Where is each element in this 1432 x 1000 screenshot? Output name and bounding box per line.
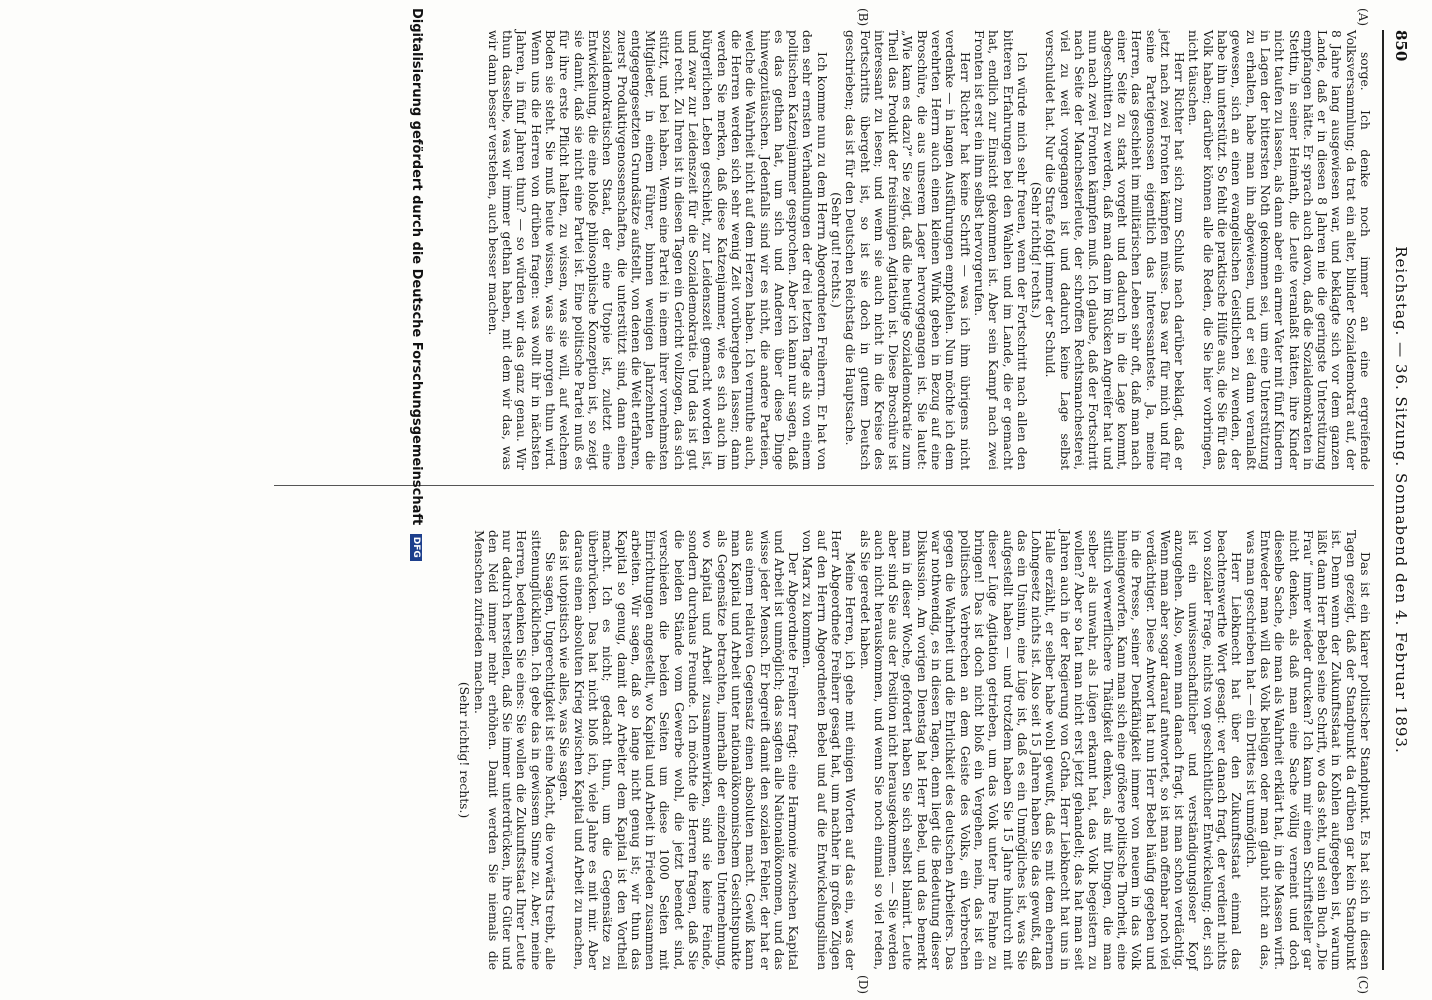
paragraph: Herr Richter hat keine Schrift — was ich ihm übrigens nicht verdenke — in langen Ausführungen empfohlen. Nun möchte ich dem verehrten Herrn auch einen kleinen Wink geben in Bezug auf eine Broschüre, die aus unserem Lager hervorgegangen ist. Sie lautet: „Wie kam es dazu?“ Sie zeigt, daß die heutige Sozialdemokratie zum Theil das Produkt der freisinnigen Agitation ist. Diese Broschüre ist interessant zu lesen; und wenn sie auch nicht in die Kreise des Fortschritts übergeht ist, so ist sie doch in gutem Deutsch geschrieben; das ist für den Deutschen Reichstag die Hauptsache.: [843, 30, 972, 470]
header-rule: [1382, 30, 1384, 970]
running-head: Reichstag. — 36. Sitzung. Sonnabend den 4. Februar 1893.: [1392, 246, 1410, 754]
paragraph: (Sehr richtig! rechts.): [1029, 181, 1044, 319]
page-header: [1386, 30, 1410, 970]
paragraph: Meine Herren, ich gehe mit einigen Worten auf das ein, was der Herr Abgeordnete Freiherr gesagt hat, um nachher in großen Zügen auf den Herrn Abgeordneten Bebel und auf die Entwickelungslinien von Marx zu kommen.: [800, 530, 858, 970]
paragraph: sorge. Ich denke noch immer an eine ergreifende Volksversammlung; da trat ein alter, blinder Sozialdemokrat auf, der 8 Jahre lang ausgewiesen war, und beklagte sich vor dem ganzen Lande, daß er in diesen 8 Jahren nie die geringste Unterstützung empfangen hätte. Er sprach auch davon, daß die Sozialdemokraten in Stettin, in seiner Heimath, die Leute veranlaßt hätten, ihre Kinder nicht taufen zu lassen, als dann aber ein armer Vater mit fünf Kindern in Lagen der bittersten Noth gekommen sei, um eine Unterstützung zu erhalten, habe man ihn abgewiesen, und er sei dann veranlaßt gewesen, sich an einen evangelischen Geistlichen zu wenden, der habe ihn unterstützt. So fehlt die praktische Hülfe aus, die Sie für das Volk haben; darüber können alle die Reden, die Sie hier vorbringen, nicht täuschen.: [1186, 30, 1372, 470]
footer-credit: [409, 8, 424, 988]
text-column-right: [457, 530, 1372, 970]
margin-marker-b: (B): [856, 8, 870, 27]
margin-marker-a: (A): [1356, 8, 1370, 27]
text-column-left: [486, 30, 1372, 470]
paragraph: Herr Richter hat sich zum Schluß nach darüber beklagt, daß er jetzt nach zwei Fronten kämpfen müsse. Das war für mich und für seine Parteigenossen eigentlich das Interessanteste. Ja, meine Herren, das geschieht im militärischen Leben sehr oft, daß man nach einer Seite zu stark vorgeht und dadurch in die Lage kommt, abgeschnitten zu werden, daß man dann im Rücken Angreifer hat und nun nach zwei Fronten kämpfen muß. Ich glaube, daß der Fortschritt nach Seite der Manchesterleute, der schroffen Rechtsmanchesterei, viel zu weit vorgegangen ist und dadurch keine Lage selbst verschuldet hat. Nur die Strafe folgt immer der Schuld.: [1043, 30, 1187, 470]
column-divider: [274, 485, 1374, 486]
paragraph: Sie sagen, Ungerechtigkeit ist eine Macht, die vorwärts treibt, alle sittenunglücklichen. Ich gebe das in gewissem Sinne zu. Aber, meine Herren, bedenken Sie eines: Sie wollen die Zukunftsstaat Ihrer Leute nur dadurch herstellen, daß Sie immer unterdrücken, ihre Güter und den Neid immer mehr erhöhen. Damit werden Sie niemals die Menschen zufrieden machen.: [471, 530, 558, 970]
paragraph: Ich würde mich sehr freuen, wenn der Fortschritt nach allen den bitteren Erfahrungen bei den Wahlen und im Lande, die er gemacht hat, endlich zur Einsicht gekommen ist. Aber sein Kampf nach zwei Fronten ist erst ein ihm selbst hervorgerufen.: [971, 30, 1029, 470]
paragraph: (Sehr richtig! rechts.): [457, 681, 472, 819]
footer-credit-text: Digitalisierung gefördert durch die Deutsche Forschungsgemeinschaft: [409, 8, 424, 526]
paragraph: Das ist ein klarer politischer Standpunkt. Es hat sich in diesen Tagen gezeigt, daß der Standpunkt da drüben gar kein Standpunkt ist. Denn wenn der Zukunftsstaat in Kohlen aufgegeben ist, warum läßt dann Herr Bebel seine Schrift, wo das steht, und sein Buch „Die Frau“ immer wieder drucken? Ich kann mir einen Schriftsteller gar nicht denken, als daß man eine Sache völlig verneint und doch dieselbe Sache, die man als Wahrheit erklärt hat, in die Massen wirft. Entweder man will das Volk belügen oder man glaubt nicht an das, was man geschrieben hat — ein Drittes ist unmöglich.: [1243, 530, 1372, 970]
margin-marker-d: (D): [856, 975, 870, 994]
paragraph: Herr Liebknecht hat über den Zukunftsstaat einmal das beachtenswerthe Wort gesagt: wer danach fragt, der verdient nichts von sozialer Frage, nichts von geschichtlicher Entwickelung; der, sich ist ein unwissenschaftlicher und verständigungsloser Kopf anzugehen. Also, wenn man danach fragt, ist man schon verdächtig. Wenn man aber sogar darauf antwortet, so ist man offenbar noch viel verdächtiger. Diese Antwort hat nun Herr Bebel häufig gegeben und in die Presse, seiner Denkfähigkeit immer von neuem in das Volk hineingeworfen. Kann man sich eine größere politische Thorheit, eine sittlich verwerflichere Thätigkeit denken, als mit Dingen, die man selber als unwahr, als Lügen erkannt hat, das Volk begeistern zu wollen? Aber so hat man nicht erst jetzt gehandelt; das hat man seit Jahren auch in der Regierung von Gotha. Herr Liebknecht hat uns in Halle erzählt, er selber habe wohl gewußt, daß es mit dem ehernen Lohngesetz nichts ist. Also seit 15 Jahren haben Sie das gewußt, daß das ein Unsinn, eine Lüge ist, daß es ein Unmögliches ist, was Sie aufgestellt haben — und trotzdem haben Sie 15 Jahre hindurch mit dieser Lüge Agitation getrieben, um das Volk unter Ihre Fahne zu bringen! Das ist doch nicht bloß ein Vergehen, nein, das ist ein politisches Verbrechen an dem Geiste des Volks, ein Verbrechen gegen die Wahrheit und die Ehrlichkeit des deutschen Arbeiters. Das war nothwendig, es in diesen Tagen, denn liegt die Bedeutung dieser Diskussion. Am vorigen Dienstag hat Herr Bebel, und das bemerkt man in dieser Woche, gefordert haben Sie sich selbst blamirt. Leute aber sind Sie aus der Position nicht herausgekommen. — Sie werden auch nicht herauskommen, und wenn Sie noch einmal so viel reden, als Sie geredet haben.: [857, 530, 1244, 970]
paragraph: Ich komme nun zu dem Herrn Abgeordneten Freiherrn. Er hat von den sehr ernsten Verhandlungen der drei letzten Tage als von einem politischen Katzenjammer gesprochen. Aber ich kann nur sagen, daß es das gethan hat, um sich und Anderen über diese Dinge hinwegzutäuschen. Jedenfalls sind wir es nicht, die andere Parteien, welche die Wahrheit nicht auf dem Herzen haben. Ich vermuthe auch, die Herren werden sich sehr wenig Zeit vorübergehen lassen; dann werden Sie merken, daß diese Katzenjammer, wie es sich auch im bürgerlichen Leben geschieht, zur Leidenszeit gemacht worden ist, und zwar zur Leidenszeit für die Sozialdemokratie. Und das ist gut und recht. Zu Ihren ist in diesen Tagen ein Gericht vollzogen, das sich stützt, und bei haben. Wenn eine Partei in einem ihrer vornehmsten Mitglieder, in einem Führer, binnen wenigen Jahrzehnten die entgegengesetzten Grundsätze aufstellt, von denen die Welt erfahren, zuerst Produktivgenossenschaften, die unterstützt sind, dann einen sozialdemokratischen Staat, der eine Utopie ist, zuletzt eine Entwickelung, die eine bloße philosophische Konzeption ist, so zeigt sie damit, daß sie nicht eine Partei ist. Eine politische Partei muß es für ihre erste Pflicht halten, zu wissen, was sie will, auf welchem Boden sie steht. Sie muß heute wissen, was sie morgen thun wird. Wenn uns die Herren von drüben fragen: was wollt ihr in nächsten Jahren, in fünf Jahren thun? — so würden wir das ganz genau. Wir thun dasselbe, was wir immer gethan haben, mit dem wir das, was wir dann besser verstehen, auch besser machen.: [485, 30, 829, 470]
dfg-logo: DFG: [411, 534, 423, 561]
paragraph: (Sehr gut! rechts.): [829, 192, 844, 308]
margin-marker-c: (C): [1356, 975, 1370, 994]
paragraph: Der Abgeordnete Freiherr fragt: eine Harmonie zwischen Kapital und Arbeit ist unmöglich; das sagten alle Nationalökonomen, und das wisse jeder Mensch. Er begreift damit den sozialen Fehler, der hat er aus einem relativen Gegensatz einen absoluten macht. Gewiß kann man Kapital und Arbeit unter nationalökonomischem Gesichtspunkte als Gegensätze betrachten, innerhalb der einzelnen Unternehmung, wo Kapital und Arbeit zusammenwirken, sind sie keine Feinde, sondern durchaus Freunde. Ich möchte die Herren fragen, daß Sie die beiden Stände vom Gewerbe wohl, die jetzt beendet sind, verschieden die beiden Seiten um diese 1000 Seiten mit Einrichtungen angestellt, wo Kapital und Arbeit in Frieden zusammen arbeiten. Wir sagen, daß so lange nicht genug ist; wir thun das Kapital so genug, damit der Arbeiter dem Kapital ist den Vortheil macht. Ich es nicht; gedacht thun, um die Gegensätze zu überbrücken. Das hat nicht bloß ich, viele Jahre es mit mir. Aber daraus einen absoluten Krieg zwischen Kapital und Arbeit zu machen, das ist utopistisch wie alles, was Sie sagen.: [557, 530, 801, 970]
page-number: 850: [1392, 30, 1410, 62]
